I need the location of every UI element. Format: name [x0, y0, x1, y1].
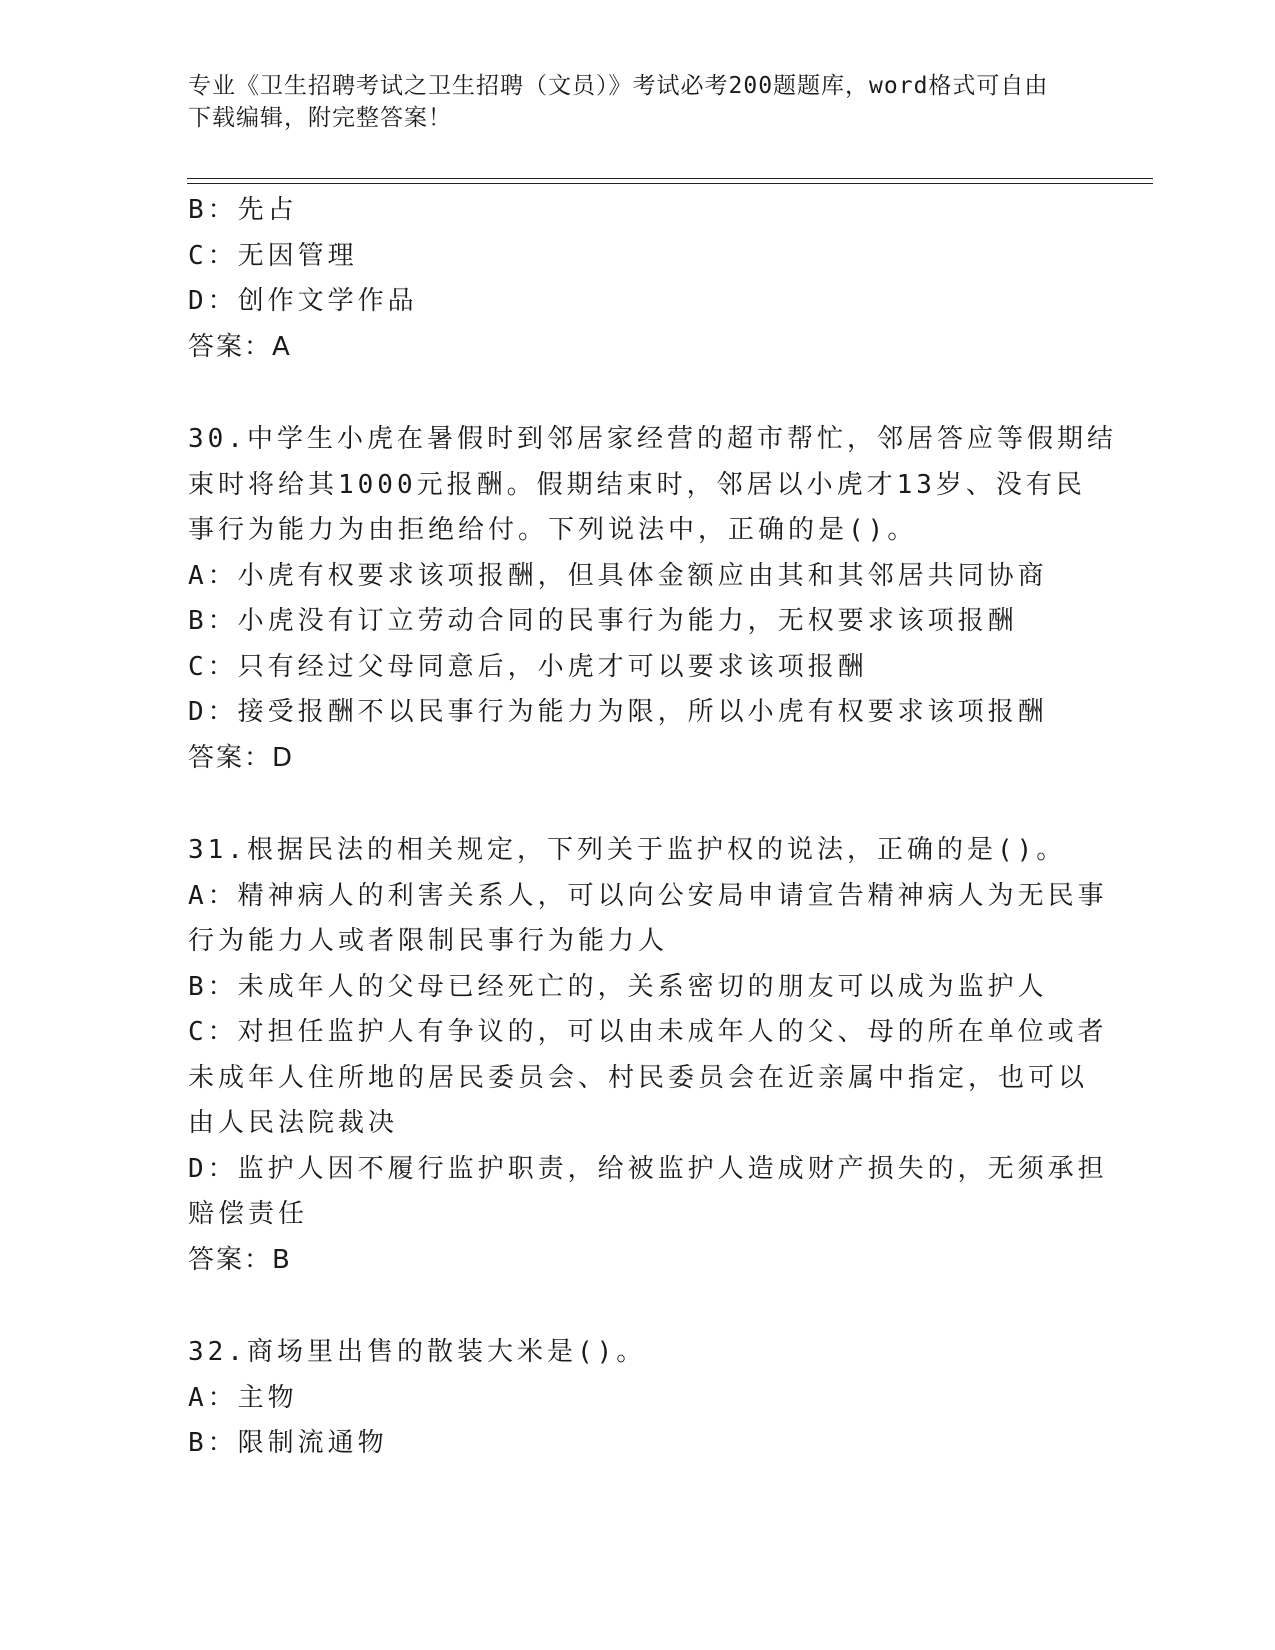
partial-question: [188, 188, 1088, 370]
header-rule-top: [187, 178, 1153, 179]
option-d: D：创作文学作品: [188, 286, 418, 316]
option-a: A：主物: [188, 1382, 298, 1413]
question-stem-line: 事行为能力为由拒绝给付。下列说法中，正确的是()。: [188, 515, 918, 545]
answer-line: 答案：A: [188, 331, 292, 362]
question-stem-line: 束时将给其1000元报酬。假期结束时，邻居以小虎才13岁、没有民: [188, 469, 1086, 500]
option-b: B：限制流通物: [188, 1428, 388, 1458]
question-stem-line: 30.中学生小虎在暑假时到邻居家经营的超市帮忙，邻居答应等假期结: [188, 424, 1117, 454]
option-c-line: 由人民法院裁决: [188, 1108, 399, 1138]
option-d-line: D：监护人因不履行监护职责，给被监护人造成财产损失的，无须承担: [188, 1153, 1108, 1184]
question-30: [188, 417, 1117, 781]
option-c-line: 未成年人住所地的居民委员会、村民委员会在近亲属中指定，也可以: [188, 1062, 1089, 1093]
question-stem: 31.根据民法的相关规定，下列关于监护权的说法，正确的是()。: [188, 835, 1067, 865]
answer-line: 答案：D: [188, 742, 295, 773]
spacer: [188, 1283, 1088, 1330]
question-31: [188, 828, 1108, 1283]
document-body: [188, 188, 1117, 1467]
option-b: B：未成年人的父母已经死亡的，关系密切的朋友可以成为监护人: [188, 971, 1048, 1002]
spacer: [188, 781, 1088, 828]
option-c-line: C：对担任监护人有争议的，可以由未成年人的父、母的所在单位或者: [188, 1017, 1108, 1047]
answer-line: 答案：B: [188, 1244, 292, 1275]
option-a-line: A：精神病人的利害关系人，可以向公安局申请宣告精神病人为无民事: [188, 880, 1108, 911]
question-32: [188, 1330, 1088, 1467]
header-rule-bottom: [187, 183, 1153, 184]
option-b: B：先占: [188, 195, 298, 225]
spacer: [188, 370, 1088, 417]
question-stem: 32.商场里出售的散装大米是()。: [188, 1337, 647, 1367]
document-header: 专业《卫生招聘考试之卫生招聘（文员）》考试必考200题题库，word格式可自由下载编辑，附完整答案！: [188, 73, 1049, 131]
option-c: C：只有经过父母同意后，小虎才可以要求该项报酬: [188, 651, 868, 682]
option-d-line: 赔偿责任: [188, 1199, 309, 1229]
option-b: B：小虎没有订立劳动合同的民事行为能力，无权要求该项报酬: [188, 606, 1018, 636]
option-d: D：接受报酬不以民事行为能力为限，所以小虎有权要求该项报酬: [188, 697, 1048, 727]
option-a: A：小虎有权要求该项报酬，但具体金额应由其和其邻居共同协商: [188, 560, 1048, 591]
option-a-line: 行为能力人或者限制民事行为能力人: [188, 926, 669, 956]
option-c: C：无因管理: [188, 240, 358, 271]
